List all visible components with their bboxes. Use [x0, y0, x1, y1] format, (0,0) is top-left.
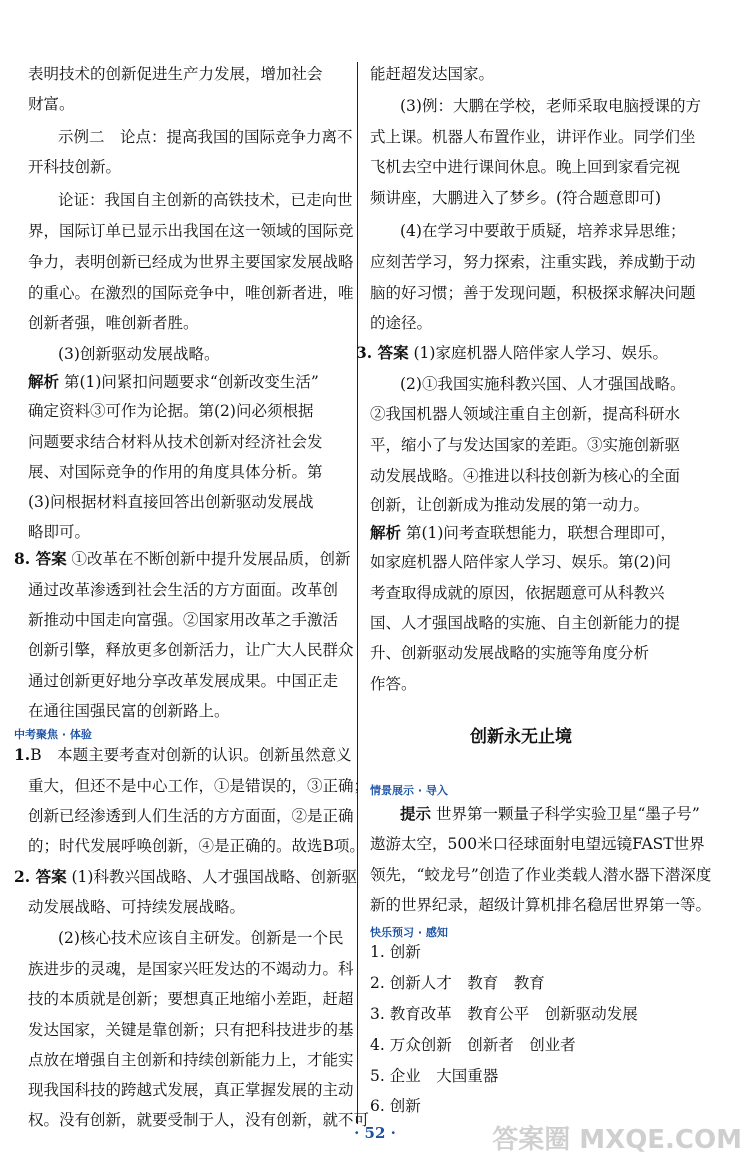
- text-line: [28, 959, 354, 979]
- text-content: 通过创新更好地分享改革发展成果。中国正走: [28, 672, 339, 690]
- text-line: [28, 806, 354, 826]
- text-content: 作答。: [370, 675, 417, 693]
- text-line: [370, 495, 649, 515]
- text-content: 在通往国强民富的创新路上。: [28, 702, 230, 720]
- text-content: 争力，表明创新已经成为世界主要国家发展战略: [28, 253, 354, 271]
- text-content: 考查取得成就的原因，依据题意可从科教兴: [370, 584, 665, 602]
- text-content: B 本题主要考查对创新的认识。创新虽然意义: [30, 746, 352, 764]
- text-content: 1. 创新: [370, 943, 421, 961]
- text-content: 展、对国际竞争的作用的角度具体分析。第: [28, 463, 323, 481]
- text-line: [400, 374, 685, 394]
- text-content: 族进步的灵魂，是国家兴旺发达的不竭动力。科: [28, 960, 354, 978]
- text-line: [400, 96, 701, 116]
- text-content: (1)科教兴国战略、人才强国战略、创新驱: [66, 868, 357, 886]
- text-line: [370, 313, 432, 333]
- text-content: 6. 创新: [370, 1097, 421, 1115]
- text-content: 创新已经渗透到人们生活的方方面面，②是正确: [28, 807, 354, 825]
- text-line: [28, 313, 199, 333]
- text-line: [28, 283, 354, 303]
- text-line: [28, 64, 323, 84]
- text-content: (3)创新驱动发展战略。: [58, 345, 220, 363]
- text-line: [370, 865, 711, 885]
- answer-label: 3. 答案: [356, 343, 409, 362]
- text-line: [14, 745, 352, 765]
- text-line: [370, 188, 661, 208]
- text-line: [370, 942, 421, 962]
- text-content: 问题要求结合材料从技术创新对经济社会发: [28, 433, 323, 451]
- answer-label: 2. 答案: [14, 867, 67, 886]
- text-content: 的途径。: [370, 314, 433, 332]
- text-line: [370, 1096, 421, 1116]
- text-line: [28, 776, 369, 796]
- answer-label: 1.: [14, 745, 31, 764]
- text-line: [28, 94, 75, 114]
- text-line: [370, 64, 494, 84]
- text-line: [28, 701, 230, 721]
- text-line: [28, 157, 121, 177]
- text-line: [58, 928, 343, 948]
- text-line: [400, 804, 700, 824]
- text-line: [400, 221, 685, 241]
- text-line: [370, 1035, 576, 1055]
- text-line: [28, 640, 354, 660]
- text-line: [28, 221, 354, 241]
- text-content: (2)①我国实施科教兴国、人才强国战略。: [400, 375, 686, 393]
- text-line: [28, 580, 338, 600]
- text-content: 的重心。在激烈的国际竞争中，唯创新者进，唯: [28, 284, 354, 302]
- text-line: [58, 344, 219, 364]
- text-line: [370, 643, 649, 663]
- text-line: [28, 610, 338, 630]
- text-line: [370, 973, 545, 993]
- text-line: [370, 895, 711, 915]
- text-line: [28, 1020, 354, 1040]
- section-label: 情景展示 · 导入: [370, 784, 448, 797]
- text-line: [370, 523, 676, 543]
- text-line: [28, 401, 313, 421]
- text-content: 论证：我国自主创新的高铁技术，已走向世: [58, 191, 353, 209]
- text-line: [28, 432, 323, 452]
- text-line: [370, 834, 705, 854]
- text-content: 技的本质就是创新；要想真正地缩小差距，赶超: [28, 990, 354, 1008]
- text-content: 动发展战略。④推进以科技创新为核心的全面: [370, 467, 681, 485]
- text-line: [28, 522, 90, 542]
- text-content: 4. 万众创新 创新者 创业者: [370, 1036, 576, 1054]
- text-content: (4)在学习中要敢于质疑，培养求异思维；: [400, 222, 686, 240]
- text-line: [28, 836, 365, 856]
- text-line: [28, 252, 354, 272]
- text-content: 点放在增强自主创新和持续创新能力上，才能实: [28, 1051, 354, 1069]
- text-content: ①改革在不断创新中提升发展品质，创新: [66, 550, 351, 568]
- text-content: 现我国科技的跨越式发展，真正掌握发展的主动: [28, 1081, 354, 1099]
- text-content: 平，缩小了与发达国家的差距。③实施创新驱: [370, 436, 681, 454]
- text-content: 权。没有创新，就要受制于人，没有创新，就不可: [28, 1111, 370, 1129]
- text-line: [28, 989, 354, 1009]
- text-content: 的；时代发展呼唤创新，④是正确的。故选B项。: [28, 837, 365, 855]
- text-content: (2)核心技术应该自主研发。创新是一个民: [58, 929, 344, 947]
- text-line: [370, 127, 696, 147]
- text-content: (1)家庭机器人陪伴家人学习、娱乐。: [408, 344, 668, 362]
- text-line: [28, 671, 338, 691]
- answer-label: 8. 答案: [14, 549, 67, 568]
- text-line: [370, 435, 680, 455]
- text-content: 遨游太空，500米口径球面射电望远镜FAST世界: [370, 835, 705, 853]
- column-divider: [357, 62, 358, 1124]
- text-line: [28, 492, 313, 512]
- text-content: 国、人才强国战略的实施、自主创新能力的提: [370, 614, 681, 632]
- text-line: [58, 190, 353, 210]
- text-content: 第(1)问考查联想能力，联想合理即可，: [401, 524, 676, 542]
- watermark: 答案圈 MXQE.COM: [492, 1125, 742, 1155]
- text-line: [370, 157, 680, 177]
- text-line: [370, 1004, 638, 1024]
- text-line: [28, 1050, 354, 1070]
- text-content: 创新，让创新成为推动发展的第一动力。: [370, 496, 650, 514]
- text-content: 频讲座，大鹏进入了梦乡。(符合题意即可): [370, 189, 662, 207]
- answer-label: 解析: [370, 523, 402, 542]
- text-line: [58, 127, 353, 147]
- text-content: 表明技术的创新促进生产力发展，增加社会: [28, 65, 323, 83]
- text-content: 能赶超发达国家。: [370, 65, 495, 83]
- answer-label: 解析: [28, 372, 60, 391]
- text-line: [370, 613, 680, 633]
- answer-label: 提示: [400, 804, 432, 823]
- text-content: 通过改革渗透到社会生活的方方面面。改革创: [28, 581, 339, 599]
- text-content: 动发展战略、可持续发展战略。: [28, 898, 246, 916]
- text-content: 创新者强，唯创新者胜。: [28, 314, 199, 332]
- text-line: [370, 252, 696, 272]
- text-line: [28, 1080, 354, 1100]
- text-content: 开科技创新。: [28, 158, 122, 176]
- text-content: 脑的好习惯；善于发现问题，积极探求解决问题: [370, 284, 696, 302]
- text-content: 2. 创新人才 教育 教育: [370, 974, 545, 992]
- text-content: (3)问根据材料直接回答出创新驱动发展战: [28, 493, 314, 511]
- text-content: 领先，“蛟龙号”创造了作业类载人潜水器下潜深度: [370, 866, 712, 884]
- text-line: [14, 549, 351, 569]
- text-content: 5. 企业 大国重器: [370, 1067, 499, 1085]
- text-content: 世界第一颗量子科学实验卫星“墨子号”: [431, 805, 700, 823]
- text-content: (3)例：大鹏在学校，老师采取电脑授课的方: [400, 97, 701, 115]
- text-content: 财富。: [28, 95, 75, 113]
- page-number: · 52 ·: [354, 1124, 396, 1142]
- section-label: 快乐预习 · 感知: [370, 926, 448, 939]
- section-label: 中考聚焦 · 体验: [14, 728, 92, 741]
- text-content: 式上课。机器人布置作业，讲评作业。同学们坐: [370, 128, 696, 146]
- text-content: 示例二 论点：提高我国的国际竞争力离不: [58, 128, 353, 146]
- text-line: [370, 283, 696, 303]
- text-content: 新推动中国走向富强。②国家用改革之手激活: [28, 611, 339, 629]
- text-line: [14, 867, 357, 887]
- text-content: 3. 教育改革 教育公平 创新驱动发展: [370, 1005, 638, 1023]
- text-content: 确定资料③可作为论据。第(2)问必须根据: [28, 402, 314, 420]
- text-content: 界，国际订单已显示出我国在这一领域的国际竞: [28, 222, 354, 240]
- section-label: 创新永无止境: [470, 727, 572, 747]
- text-content: 略即可。: [28, 523, 91, 541]
- text-line: [370, 552, 671, 572]
- text-line: [370, 1066, 498, 1086]
- text-content: 创新引擎，释放更多创新活力，让广大人民群众: [28, 641, 354, 659]
- text-content: 发达国家，关键是靠创新；只有把科技进步的基: [28, 1021, 354, 1039]
- text-content: 飞机去空中进行课间休息。晚上回到家看完视: [370, 158, 681, 176]
- text-content: 升、创新驱动发展战略的实施等角度分析: [370, 644, 650, 662]
- text-content: 如家庭机器人陪伴家人学习、娱乐。第(2)问: [370, 553, 671, 571]
- text-content: 第(1)问紧扣问题要求“创新改变生活”: [59, 373, 319, 391]
- text-line: [370, 404, 680, 424]
- text-line: [370, 583, 665, 603]
- text-content: 新的世界纪录，超级计算机排名稳居世界第一等。: [370, 896, 712, 914]
- text-line: [370, 466, 680, 486]
- text-line: [28, 372, 319, 392]
- text-content: ②我国机器人领域注重自主创新，提高科研水: [370, 405, 681, 423]
- text-line: [28, 897, 245, 917]
- text-line: [28, 462, 323, 482]
- text-content: 重大，但还不是中心工作，①是错误的，③正确；: [28, 777, 370, 795]
- text-line: [370, 674, 417, 694]
- text-content: 应刻苦学习，努力探索，注重实践，养成勤于动: [370, 253, 696, 271]
- text-line: [356, 343, 668, 363]
